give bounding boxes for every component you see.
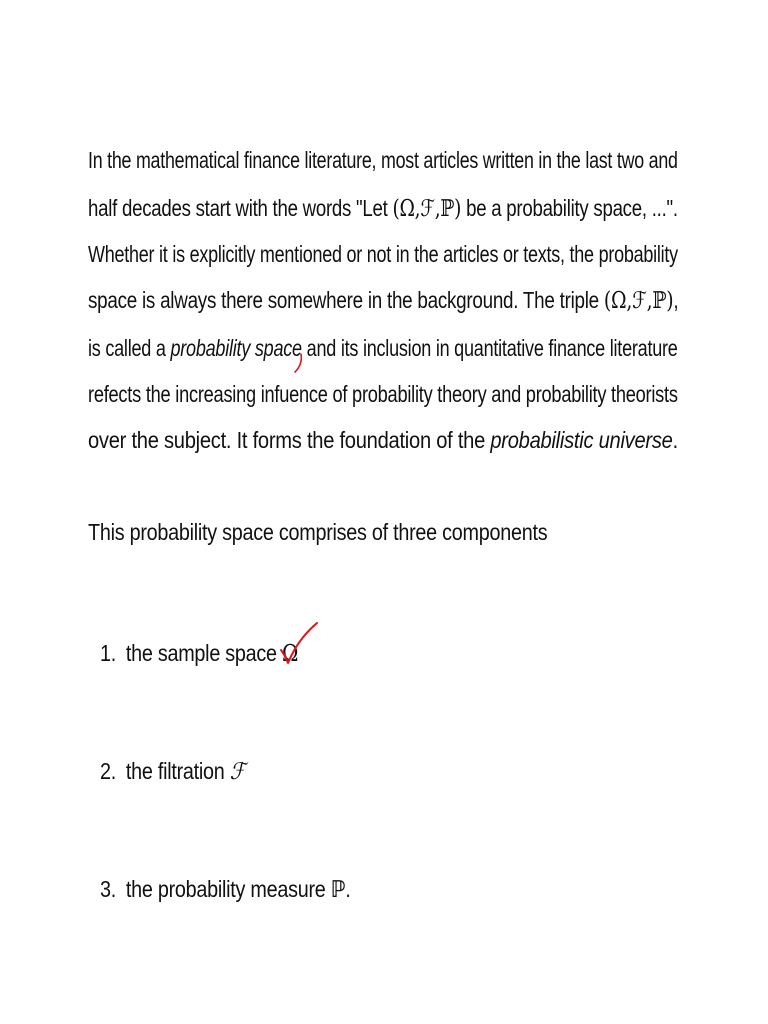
list-text: the filtration — [125, 758, 230, 784]
text: is called a — [88, 335, 171, 361]
paragraph-1-line-3 — [88, 240, 678, 268]
paragraph-1-line-4 — [88, 286, 678, 315]
paragraph-1-line-1 — [88, 146, 678, 174]
paragraph-1-line-7 — [88, 426, 678, 454]
text: . — [672, 427, 678, 453]
text: Whether it is explicitly mentioned or not in the articles or texts, the probability — [88, 241, 678, 267]
text: and its inclusion in quantitative finance literature — [301, 335, 678, 361]
list-suffix: . — [345, 876, 351, 902]
triple-notation: (Ω,ℱ,ℙ) — [392, 196, 462, 222]
list-number: 3. — [100, 876, 116, 902]
paragraph-1-line-2 — [88, 194, 678, 223]
paragraph-1-line-5 — [88, 334, 678, 362]
triple-notation: (Ω,ℱ,ℙ) — [603, 288, 674, 314]
text: be a probability space, ...". — [461, 195, 678, 221]
text: refects the increasing infuence of probability theory and probability theorists — [88, 381, 678, 407]
paragraph-2 — [88, 518, 547, 546]
text: , — [673, 287, 679, 313]
list-text: the sample space — [125, 640, 283, 666]
text: half decades start with the words "Let — [88, 195, 393, 221]
list-text: the probability measure — [125, 876, 331, 902]
list-item-2 — [100, 758, 245, 785]
list-item-3 — [100, 876, 351, 903]
emphasis-probabilistic-universe: probabilistic universe — [490, 427, 673, 453]
omega-symbol: Ω — [282, 641, 299, 667]
probability-measure-symbol: ℙ — [330, 877, 346, 903]
emphasis-probability-space: probability space — [170, 335, 302, 361]
text: over the subject. It forms the foundation of the — [88, 427, 491, 453]
filtration-symbol: ℱ — [229, 759, 246, 785]
list-number: 2. — [100, 758, 116, 784]
list-number: 1. — [100, 640, 116, 666]
text: space is always there somewhere in the background. The triple — [88, 287, 604, 313]
list-item-1 — [100, 640, 298, 667]
text: This probability space comprises of three components — [88, 519, 548, 545]
paragraph-1-line-6 — [88, 380, 678, 408]
text: In the mathematical finance literature, most articles written in the last two and — [88, 147, 678, 173]
